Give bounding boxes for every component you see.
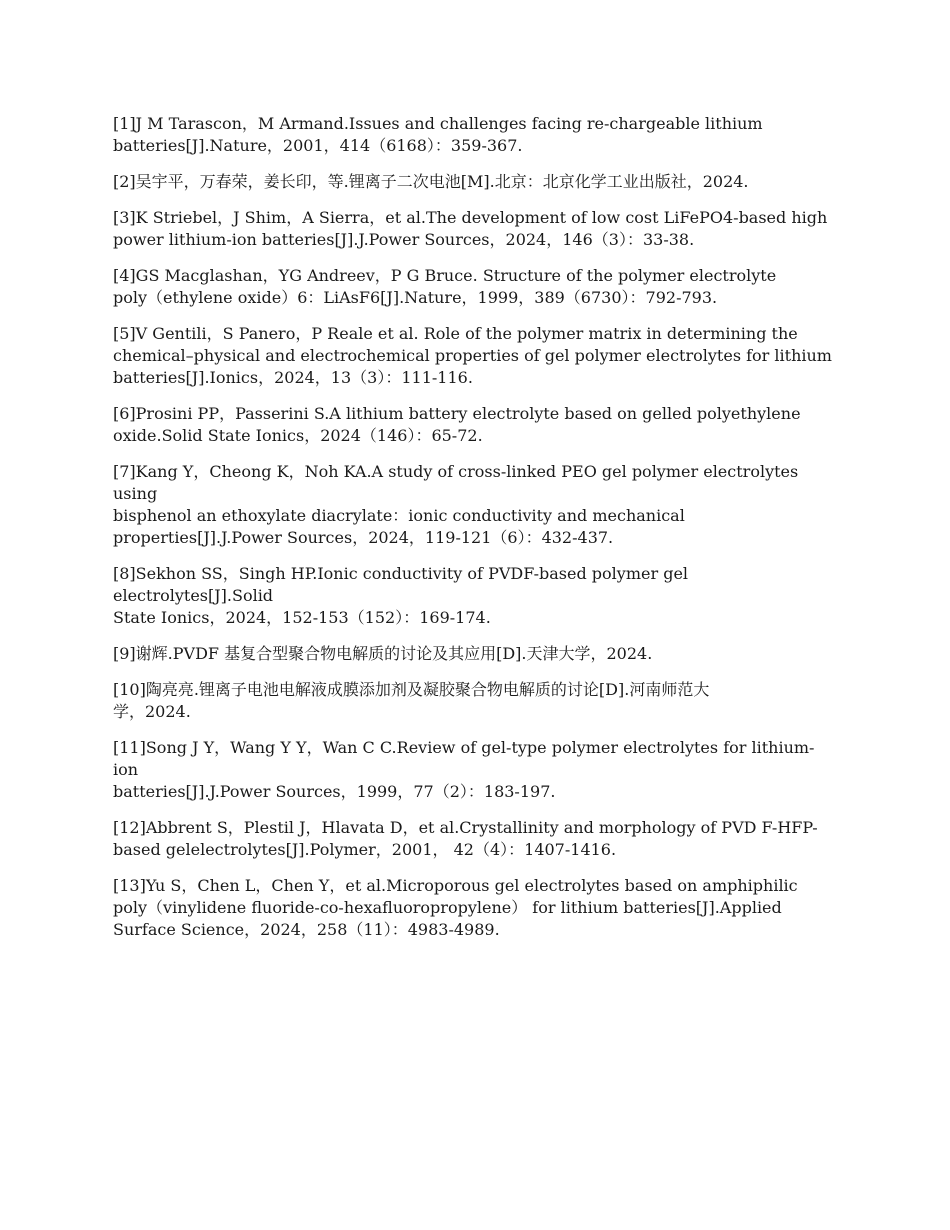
reference-list	[113, 113, 838, 941]
reference-item-12: [12]Abbrent S，Plestil J，Hlavata D，et al.Crystallinity and morphology of PVD F-HFP- based gelelectrolytes[J].Polymer，2001， 42（4）：1407-1416.	[113, 818, 818, 859]
reference-item-2: [2]吴宇平，万春荣，姜长印，等.锂离子二次电池[M].北京：北京化学工业出版社，2024.	[113, 172, 749, 191]
reference-item-1: [1]J M Tarascon，M Armand.Issues and challenges facing re-chargeable lithium batteries[J].Nature，2001，414（6168）：359-367.	[113, 114, 763, 155]
reference-item-8: [8]Sekhon SS，Singh HP.Ionic conductivity of PVDF-based polymer gel electrolytes[J].Solid State Ionics，2024，152-153（152）：169-174.	[113, 564, 689, 627]
reference-item-3: [3]K Striebel，J Shim，A Sierra，et al.The development of low cost LiFePO4-based high power lithium-ion batteries[J].J.Power Sources，2024，146（3）：33-38.	[113, 208, 828, 249]
reference-item-11: [11]Song J Y，Wang Y Y，Wan C C.Review of gel-type polymer electrolytes for lithium-ion batteries[J].J.Power Sources，1999，77（2）：183-197.	[113, 738, 815, 801]
reference-item-5: [5]V Gentili，S Panero，P Reale et al. Role of the polymer matrix in determining the chemical–physical and electrochemical properties of gel polymer electrolytes for lithium batteries[J].Ionics，2024，13（3）：111-116.	[113, 324, 832, 387]
reference-item-6: [6]Prosini PP，Passerini S.A lithium battery electrolyte based on gelled polyethylene oxide.Solid State Ionics，2024（146）：65-72.	[113, 404, 801, 445]
reference-item-4: [4]GS Macglashan，YG Andreev，P G Bruce. Structure of the polymer electrolyte poly（ethylene oxide）6：LiAsF6[J].Nature，1999，389（6730）：792-793.	[113, 266, 777, 307]
reference-item-7: [7]Kang Y，Cheong K，Noh KA.A study of cross-linked PEO gel polymer electrolytes using bisphenol an ethoxylate diacrylate：ionic conductivity and mechanical properties[J].J.Power Sources，2024，119-121（6）：432-437.	[113, 462, 799, 547]
reference-item-13: [13]Yu S，Chen L，Chen Y，et al.Microporous gel electrolytes based on amphiphilic poly（vinylidene fluoride-co-hexafluoropropylene） for lithium batteries[J].Applied Surface Science，2024，258（11）：4983-4989.	[113, 876, 798, 939]
reference-item-9: [9]谢辉.PVDF 基复合型聚合物电解质的讨论及其应用[D].天津大学，2024.	[113, 644, 653, 663]
reference-item-10: [10]陶亮亮.锂离子电池电解液成膜添加剂及凝胶聚合物电解质的讨论[D].河南师范大 学，2024.	[113, 680, 710, 721]
